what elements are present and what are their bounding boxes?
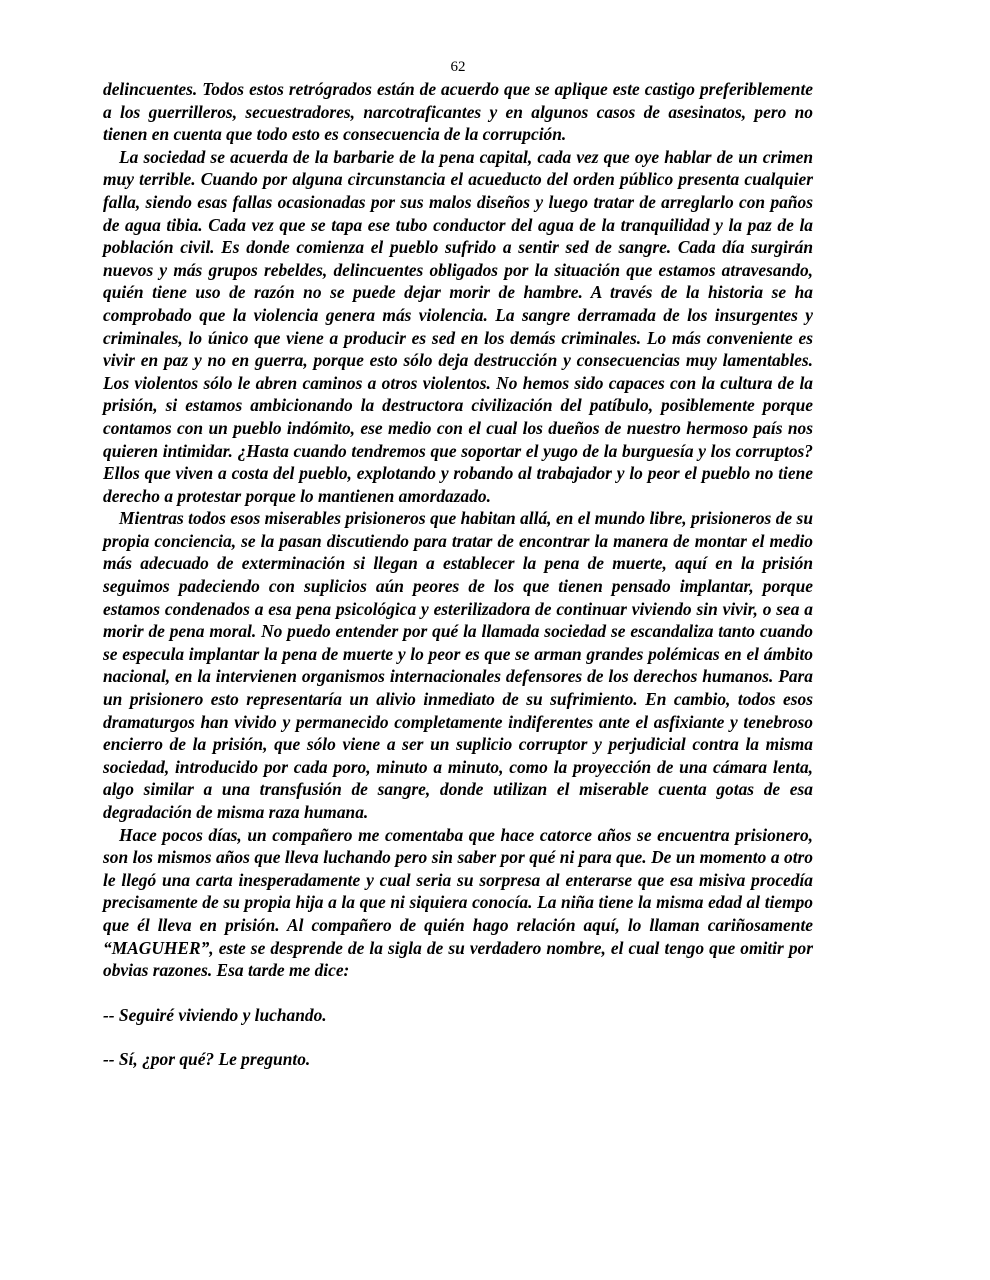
paragraph-maguher-story: Hace pocos días, un compañero me comentaba que hace catorce años se encuentra prisionero, son los mismos años que lleva luchando pero sin saber por qué ni para que. De un momento a otro le llegó una carta inesperadamente y cual seria su sorpresa al enterarse que esa misiva procedía precisamente de su propia hija a la que ni siquiera conocía. La niña tiene la misma edad al tiempo que él lleva en prisión. Al compañero de quién hago relación aquí, lo llaman cariñosamente “MAGUHER”, este se desprende de la sigla de su verdadero nombre, el cual tengo que omitir por obvias razones. Esa tarde me dice: [103, 824, 813, 981]
paragraph-death-penalty-society: La sociedad se acuerda de la barbarie de la pena capital, cada vez que oye hablar de un crimen muy terrible. Cuando por alguna circunstancia el acueducto del orden público presenta cualquier falla, siendo esas fallas ocasionadas por sus malos diseños y luego tratar de arreglarlo con paños de agua tibia. Cada vez que se tapa ese tubo conductor del agua de la tranquilidad y la paz de la población civil. Es donde comienza el pueblo sufrido a sentir sed de sangre. Cada día surgirán nuevos y más grupos rebeldes, delincuentes obligados por la situación que estamos atravesando, quién tiene uso de razón no se puede dejar morir de hambre. A través de la historia se ha comprobado que la violencia genera más violencia. La sangre derramada de los insurgentes y criminales, lo único que viene a producir es sed en los demás criminales. Lo más conveniente es vivir en paz y no en guerra, porque esto sólo deja destrucción y consecuencias muy lamentables. Los violentos sólo le abren caminos a otros violentos. No hemos sido capaces con la cultura de la prisión, si estamos ambicionando la destructora civilización del patíbulo, posiblemente porque contamos con un pueblo indómito, ese medio con el cual los dueños de nuestro hermoso país nos quieren intimidar. ¿Hasta cuando tendremos que soportar el yugo de la burguesía y los corruptos? Ellos que viven a costa del pueblo, explotando y robando al trabajador y lo peor el pueblo no tiene derecho a protestar porque lo mantienen amordazado. [103, 146, 813, 506]
page-content [103, 56, 813, 1071]
page-number: 62 [450, 59, 466, 75]
dialogue-line: -- Seguiré viviendo y luchando. [103, 1004, 327, 1025]
paragraph-prisoners-debate: Mientras todos esos miserables prisioneros que habitan allá, en el mundo libre, prisioneros de su propia conciencia, se la pasan discutiendo para tratar de encontrar la manera de montar el medio más adecuado de exterminación si llegan a establecer la pena de muerte, aquí en la prisión seguimos padeciendo con suplicios aún peores de los que tienen pensado implantar, porque estamos condenados a esa pena psicológica y esterilizadora de continuar viviendo sin vivir, o sea a morir de pena moral. No puedo entender por qué la llamada sociedad se escandaliza tanto cuando se especula implantar la pena de muerte y lo peor es que se arman grandes polémicas en el ámbito nacional, en la intervienen organismos internacionales defensores de los derechos humanos. Para un prisionero esto representaría un alivio inmediato de su sufrimiento. En cambio, todos esos dramaturgos han vivido y permanecido completamente indiferentes ante el asfixiante y tenebroso encierro de la prisión, que sólo viene a ser un suplicio corruptor y perjudicial contra la misma sociedad, introducido por cada poro, minuto a minuto, como la proyección de una cámara lenta, algo similar a una transfusión de sangre, donde utilizan el miserable cuenta gotas de esa degradación de misma raza humana. [103, 508, 813, 822]
dialogue-line: -- Sí, ¿por qué? Le pregunto. [103, 1049, 311, 1070]
paragraph-continuation: delincuentes. Todos estos retrógrados están de acuerdo que se aplique este castigo preferiblemente a los guerrilleros, secuestradores, narcotraficantes y en algunos casos de asesinatos, pero no tienen en cuenta que todo esto es consecuencia de la corrupción. [103, 79, 813, 145]
